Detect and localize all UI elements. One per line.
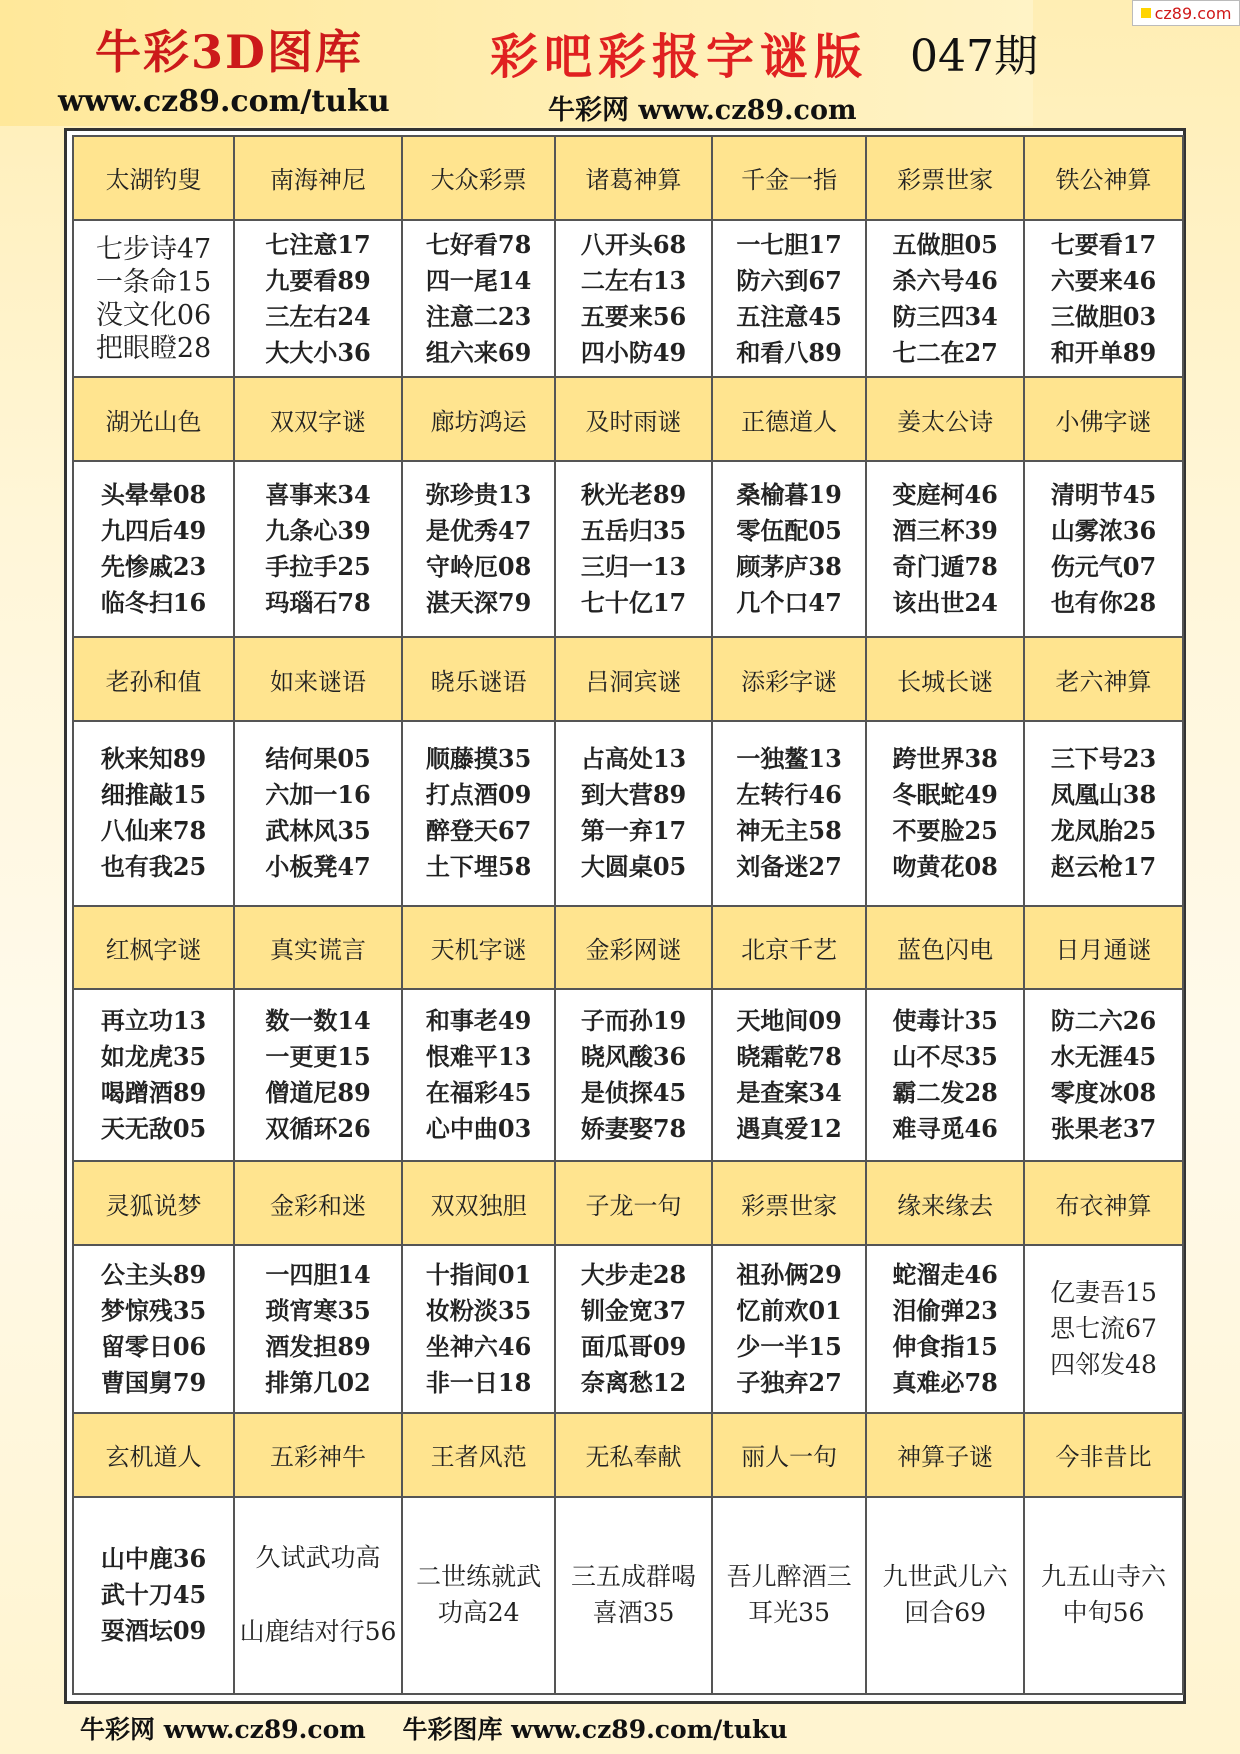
source-name: 南海神尼 [234,136,402,220]
riddle-line: 不要脸25 [892,816,998,846]
riddle-cell [1024,989,1183,1161]
riddle-line: 心中曲03 [425,1114,532,1144]
source-name: 神算子谜 [866,1413,1024,1497]
riddle-line: 细推敲15 [100,780,207,810]
riddle-cell [234,1245,402,1413]
riddle-line: 面瓜哥09 [580,1332,687,1362]
source-name: 彩票世家 [866,136,1024,220]
riddle-line: 四小防49 [580,337,687,367]
source-name: 子龙一句 [555,1161,712,1245]
source-name: 长城长谜 [866,637,1024,721]
riddle-line: 久试武功高 [255,1543,381,1573]
riddle-line: 和事老49 [425,1006,532,1036]
riddle-line: 吾儿醉酒三耳光35 [726,1562,852,1628]
riddle-line: 结何果05 [265,744,371,774]
source-name: 丽人一句 [712,1413,866,1497]
riddle-line: 五岳归35 [580,516,687,546]
riddle-cell [1024,721,1183,906]
section-header-row [73,637,1183,721]
riddle-line: 七步诗47 [95,233,212,265]
brand-title: 牛彩3D图库 [95,25,363,79]
source-name: 灵狐说梦 [73,1161,234,1245]
source-name: 千金一指 [712,136,866,220]
riddle-line: 杀六号46 [892,265,998,295]
source-name: 天机字谜 [402,906,555,990]
footer-tuku-link[interactable]: 牛彩图库 www.cz89.com/tuku [402,1715,788,1744]
header-banner [0,0,1038,126]
riddle-cell [234,220,402,377]
source-name: 湖光山色 [73,377,234,461]
riddle-line: 山不尽35 [892,1042,998,1072]
riddle-line: 钏金宽37 [580,1296,687,1326]
riddle-line: 冬眠蛇49 [892,780,998,810]
riddle-line: 七十亿17 [580,588,687,618]
riddle-line: 山雾浓36 [1050,516,1157,546]
riddle-cell [712,721,866,906]
riddle-cell [73,220,234,377]
riddle-line: 到大营89 [580,780,687,810]
riddle-cell [1024,461,1183,637]
riddle-line: 琐宵寒35 [265,1296,371,1326]
source-name: 王者风范 [402,1413,555,1497]
riddle-line: 大圆桌05 [580,852,687,882]
source-name: 小佛字谜 [1024,377,1183,461]
source-name: 添彩字谜 [712,637,866,721]
riddle-line: 非一日18 [425,1368,532,1398]
riddle-line: 三左右24 [265,301,371,331]
riddle-line: 占高处13 [580,744,687,774]
riddle-line: 武林风35 [265,816,371,846]
riddle-line: 第一弃17 [580,816,687,846]
riddle-line: 零度冰08 [1050,1078,1157,1108]
riddle-line: 零伍配05 [736,516,842,546]
riddle-line: 排第几02 [265,1368,371,1398]
riddle-line: 顾茅庐38 [736,552,842,582]
riddle-line: 八开头68 [580,229,687,259]
riddle-line: 天地间09 [736,1006,842,1036]
riddle-line: 九五山寺六中旬56 [1041,1562,1167,1628]
riddle-line: 龙凤胎25 [1050,816,1157,846]
riddle-line: 奇门遁78 [892,552,998,582]
riddle-line: 没文化06 [95,299,212,331]
source-name: 正德道人 [712,377,866,461]
riddle-cell [234,1497,402,1694]
riddle-line: 是优秀47 [425,516,532,546]
riddle-line: 三下号23 [1050,744,1157,774]
riddle-line: 娇妻娶78 [580,1114,687,1144]
source-name: 诸葛神算 [555,136,712,220]
source-name: 金彩网谜 [555,906,712,990]
source-name: 布衣神算 [1024,1161,1183,1245]
riddle-cell [555,721,712,906]
riddle-line: 真难必78 [892,1368,998,1398]
riddle-line: 如龙虎35 [100,1042,207,1072]
riddle-cell [402,1245,555,1413]
source-name: 五彩神牛 [234,1413,402,1497]
section-header-row [73,377,1183,461]
riddle-line: 七好看78 [425,229,532,259]
riddle-line: 醉登天67 [425,816,532,846]
section-body-row [73,989,1183,1161]
header-site-link[interactable]: 牛彩网 www.cz89.com [548,95,857,126]
riddle-cell [1024,1497,1183,1694]
riddle-line: 三归一13 [580,552,687,582]
riddle-line: 八仙来78 [100,816,207,846]
riddle-cell [234,721,402,906]
riddle-line: 忆前欢01 [736,1296,842,1326]
section-body-row [73,220,1183,377]
issue-number: 047期 [910,31,1038,82]
riddle-line: 耍酒坛09 [100,1616,207,1646]
riddle-cell [402,721,555,906]
riddle-line: 霸二发28 [892,1078,998,1108]
logo-square-icon [1141,8,1151,18]
riddle-line: 在福彩45 [425,1078,532,1108]
riddle-line: 酒三杯39 [892,516,998,546]
riddle-line: 大大小36 [265,337,371,367]
riddle-cell [555,461,712,637]
riddle-line: 土下埋58 [425,852,532,882]
header-url-link[interactable]: www.cz89.com/tuku [58,84,390,119]
corner-logo [1132,0,1240,26]
source-name: 吕洞宾谜 [555,637,712,721]
riddle-cell [234,989,402,1161]
riddle-line: 五做胆05 [892,229,998,259]
riddle-line: 九世武儿六回合69 [882,1562,1008,1628]
riddle-line: 难寻觅46 [892,1114,998,1144]
riddle-cell [712,989,866,1161]
source-name: 今非昔比 [1024,1413,1183,1497]
riddle-line: 防六到67 [736,265,842,295]
riddle-line: 该出世24 [892,588,998,618]
riddle-cell [866,461,1024,637]
riddle-line: 湛天深79 [425,588,532,618]
riddle-cell [866,721,1024,906]
footer [80,1710,816,1746]
riddle-line: 蛇溜走46 [892,1260,998,1290]
riddle-line: 再立功13 [100,1006,207,1036]
riddle-line: 几个口47 [736,588,842,618]
riddle-line: 也有我25 [100,852,207,882]
riddle-line: 僧道尼89 [265,1078,371,1108]
source-name: 北京千艺 [712,906,866,990]
riddle-line: 使毒计35 [892,1006,998,1036]
riddle-line: 恨难平13 [425,1042,532,1072]
riddle-line: 山中鹿36 [100,1544,207,1574]
section-header-row [73,906,1183,990]
riddle-line: 双循环26 [265,1114,371,1144]
riddle-line: 秋光老89 [580,480,687,510]
section-body-row [73,1245,1183,1413]
riddle-line: 吻黄花08 [892,852,998,882]
riddle-line: 桑榆暮19 [736,480,842,510]
riddle-cell [712,220,866,377]
riddle-line: 手拉手25 [265,552,371,582]
riddle-line: 一条命15 [95,266,212,298]
footer-site-link[interactable]: 牛彩网 www.cz89.com [80,1715,366,1744]
source-name: 金彩和迷 [234,1161,402,1245]
section-body-row [73,1497,1183,1694]
riddle-line: 三做胆03 [1050,301,1157,331]
riddle-line: 打点酒09 [425,780,532,810]
source-name: 铁公神算 [1024,136,1183,220]
riddle-cell [555,989,712,1161]
riddle-line: 防二六26 [1050,1006,1157,1036]
riddle-line: 三五成群喝喜酒35 [571,1562,697,1628]
riddle-line: 喜事来34 [265,480,371,510]
riddle-line: 二世练就武功高24 [416,1562,542,1628]
riddle-line: 伸食指15 [892,1332,998,1362]
source-name: 老六神算 [1024,637,1183,721]
source-name: 日月通谜 [1024,906,1183,990]
source-name: 缘来缘去 [866,1161,1024,1245]
riddle-line: 五要来56 [580,301,687,331]
source-name: 太湖钓叟 [73,136,234,220]
riddle-line: 九四后49 [100,516,207,546]
riddle-line: 和看八89 [736,337,842,367]
corner-logo-text: cz89.com [1154,3,1232,23]
source-name: 老孙和值 [73,637,234,721]
source-name: 双双字谜 [234,377,402,461]
riddle-line: 奈离愁12 [580,1368,687,1398]
riddle-line: 六加一16 [265,780,371,810]
riddle-line: 武十刀45 [100,1580,207,1610]
riddle-line: 注意二23 [425,301,532,331]
riddle-line: 数一数14 [265,1006,371,1036]
riddle-line: 七注意17 [265,229,371,259]
source-name: 大众彩票 [402,136,555,220]
riddle-line: 清明节45 [1050,480,1157,510]
source-name: 彩票世家 [712,1161,866,1245]
riddle-line: 张果老37 [1050,1114,1157,1144]
riddle-line: 九条心39 [265,516,371,546]
riddle-line: 留零日06 [100,1332,207,1362]
riddle-cell [73,461,234,637]
riddle-line: 梦惊残35 [100,1296,207,1326]
riddle-cell [866,1497,1024,1694]
riddle-line: 组六来69 [425,337,532,367]
riddle-line: 刘备迷27 [736,852,842,882]
riddle-line: 伤元气07 [1050,552,1157,582]
riddle-line: 山鹿结对行56 [239,1617,397,1647]
riddle-line: 先惨戚23 [100,552,207,582]
riddle-line: 神无主58 [736,816,842,846]
riddle-line: 把眼瞪28 [95,332,212,364]
riddle-line: 酒发担89 [265,1332,371,1362]
riddle-line: 泪偷弹23 [892,1296,998,1326]
riddle-line: 守岭厄08 [425,552,532,582]
riddle-line: 思七流67 [1050,1314,1157,1344]
riddle-cell [73,721,234,906]
riddle-line: 喝蹭酒89 [100,1078,207,1108]
source-name: 玄机道人 [73,1413,234,1497]
riddle-line: 变庭柯46 [892,480,998,510]
riddle-line: 临冬扫16 [100,588,207,618]
riddle-cell [402,461,555,637]
section-header-row [73,1413,1183,1497]
riddle-cell [73,1245,234,1413]
riddle-cell [1024,1245,1183,1413]
riddle-line: 头晕晕08 [100,480,207,510]
source-name: 如来谜语 [234,637,402,721]
riddle-cell [73,989,234,1161]
riddle-line: 弥珍贵13 [425,480,532,510]
riddle-line: 天无敌05 [100,1114,207,1144]
riddle-cell [402,1497,555,1694]
source-name: 姜太公诗 [866,377,1024,461]
riddle-line: 妆粉淡35 [425,1296,532,1326]
riddle-line: 和开单89 [1050,337,1157,367]
riddle-line: 四一尾14 [425,265,532,295]
riddle-cell [1024,220,1183,377]
page-title: 彩吧彩报字谜版 [490,29,869,85]
riddle-line: 玛瑙石78 [265,588,371,618]
riddle-line: 一更更15 [265,1042,371,1072]
source-name: 蓝色闪电 [866,906,1024,990]
riddle-cell [866,220,1024,377]
riddle-line: 五注意45 [736,301,842,331]
riddle-line: 跨世界38 [892,744,998,774]
riddle-cell [866,1245,1024,1413]
riddle-line: 也有你28 [1050,588,1157,618]
riddle-line: 水无涯45 [1050,1042,1157,1072]
riddle-line: 一四胆14 [265,1260,371,1290]
riddle-line: 二左右13 [580,265,687,295]
riddle-cell [402,220,555,377]
section-header-row [73,136,1183,220]
riddle-line: 是侦探45 [580,1078,687,1108]
source-name: 晓乐谜语 [402,637,555,721]
riddle-line: 七二在27 [892,337,998,367]
section-body-row [73,721,1183,906]
riddle-line: 小板凳47 [265,852,371,882]
riddle-cell [712,1245,866,1413]
section-header-row [73,1161,1183,1245]
riddle-line: 子而孙19 [580,1006,687,1036]
riddle-line: 秋来知89 [100,744,207,774]
riddle-line: 九要看89 [265,265,371,295]
riddle-line: 凤凰山38 [1050,780,1157,810]
riddle-line: 六要来46 [1050,265,1157,295]
riddle-line: 大步走28 [580,1260,687,1290]
riddle-cell [555,220,712,377]
riddle-cell [234,461,402,637]
riddle-grid [72,135,1184,1695]
riddle-line: 是查案34 [736,1078,842,1108]
riddle-cell [73,1497,234,1694]
riddle-line: 十指间01 [425,1260,532,1290]
riddle-line: 赵云枪17 [1050,852,1157,882]
section-body-row [73,461,1183,637]
source-name: 及时雨谜 [555,377,712,461]
riddle-cell [712,1497,866,1694]
riddle-cell [402,989,555,1161]
riddle-line: 曹国舅79 [100,1368,207,1398]
riddle-cell [712,461,866,637]
riddle-line: 晓霜乾78 [736,1042,842,1072]
riddle-line: 七要看17 [1050,229,1157,259]
riddle-line: 左转行46 [736,780,842,810]
source-name: 双双独胆 [402,1161,555,1245]
riddle-line: 坐神六46 [425,1332,532,1362]
riddle-line: 少一半15 [736,1332,842,1362]
riddle-line: 子独弃27 [736,1368,842,1398]
riddle-line: 遇真爱12 [736,1114,842,1144]
source-name: 红枫字谜 [73,906,234,990]
riddle-cell [866,989,1024,1161]
riddle-line: 公主头89 [100,1260,207,1290]
riddle-line: 亿妻吾15 [1050,1278,1157,1308]
riddle-cell [555,1497,712,1694]
riddle-cell [555,1245,712,1413]
riddle-line: 一七胆17 [736,229,842,259]
riddle-line: 防三四34 [892,301,998,331]
riddle-line: 晓风酸36 [580,1042,687,1072]
riddle-line: 四邻发48 [1050,1350,1157,1380]
source-name: 无私奉献 [555,1413,712,1497]
source-name: 廊坊鸿运 [402,377,555,461]
riddle-line: 祖孙俩29 [736,1260,842,1290]
riddle-line: 顺藤摸35 [425,744,532,774]
source-name: 真实谎言 [234,906,402,990]
riddle-line: 一独鳌13 [736,744,842,774]
